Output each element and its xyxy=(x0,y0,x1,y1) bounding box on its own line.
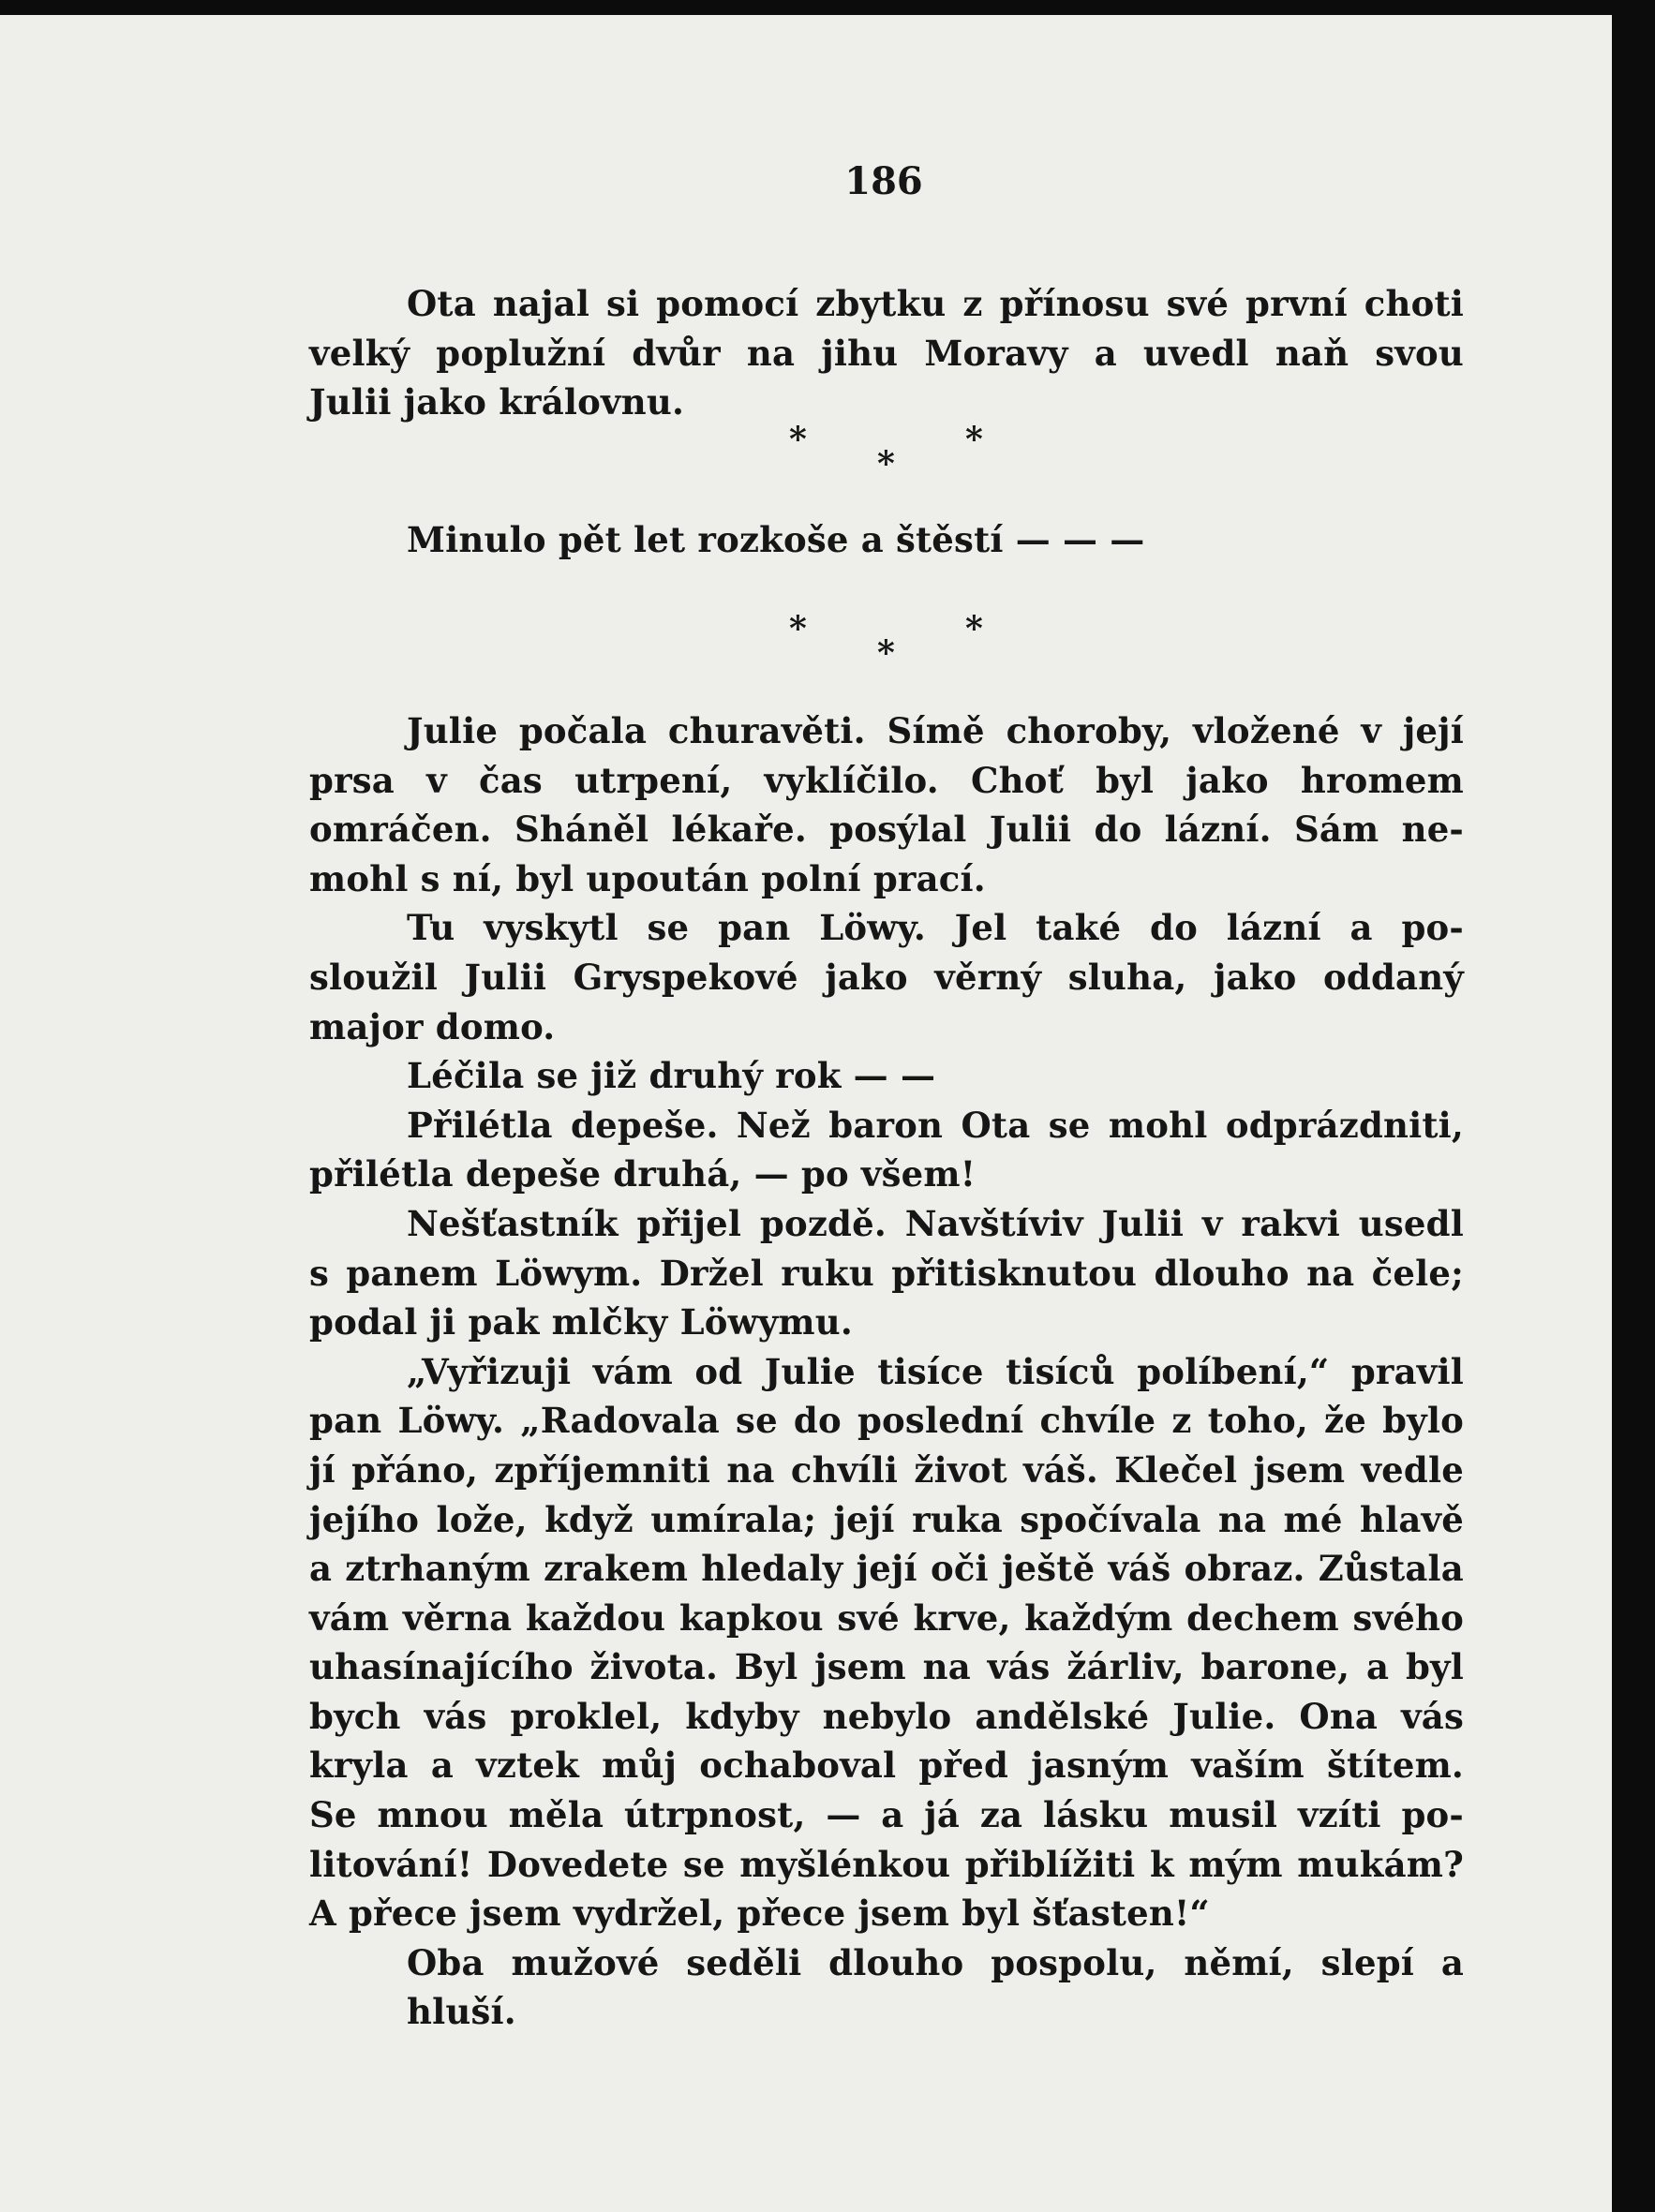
paragraph-2 xyxy=(309,903,1464,1051)
intro-paragraph xyxy=(309,279,1464,427)
paragraph-1 xyxy=(309,706,1464,903)
text-line: bych vás proklel, kdyby nebylo andělské Julie. Ona vás xyxy=(309,1695,1464,1737)
text-line: prsa v čas utrpení, vyklíčilo. Choť byl jako hromem xyxy=(309,759,1464,801)
text-line: uhasínajícího života. Byl jsem na vás žárliv, barone, a byl xyxy=(309,1646,1464,1688)
asterisk: * xyxy=(789,420,807,459)
section-separator-1 xyxy=(778,420,1003,495)
text-line: Nešťastník přijel pozdě. Navštíviv Julii v rakvi usedl xyxy=(407,1202,1464,1244)
text-line: Tu vyskytl se pan Löwy. Jel také do lázní a po- xyxy=(407,907,1464,949)
text-line: Léčila se již druhý rok — — xyxy=(407,1055,936,1097)
intro-line: Ota najal si pomocí zbytku z přínosu své první choti xyxy=(407,283,1464,324)
text-line: Oba mužové seděli dlouho pospolu, němí, slepí a hluší. xyxy=(407,1941,1464,2033)
text-line: jí přáno, zpříjemniti na chvíli život váš. Klečel jsem vedle xyxy=(309,1448,1464,1491)
text-line: jejího lože, když umírala; její ruka spočívala na mé hlavě xyxy=(309,1498,1464,1540)
text-line: mohl s ní, byl upoután polní prací. xyxy=(309,857,986,899)
section-separator-2 xyxy=(778,609,1003,684)
text-line: major domo. xyxy=(309,1005,556,1047)
main-text xyxy=(309,706,1464,2037)
text-line: podal ji pak mlčky Löwymu. xyxy=(309,1301,853,1344)
asterisk: * xyxy=(877,633,895,673)
text-line: a ztrhaným zrakem hledaly její oči ještě váš obraz. Zůstala xyxy=(309,1548,1464,1590)
paragraph-4 xyxy=(309,1101,1464,1199)
text-line: vám věrna každou kapkou své krve, každým dechem svého xyxy=(309,1596,1464,1639)
intro-line: velký poplužní dvůr na jihu Moravy a uvedl naň svou xyxy=(309,332,1464,374)
asterisk: * xyxy=(877,444,895,483)
intro-line: Julii jako královnu. xyxy=(309,381,685,423)
paragraph-5 xyxy=(309,1199,1464,1347)
text-line: sloužil Julii Gryspekové jako věrný sluha, jako oddaný xyxy=(309,956,1464,998)
text-line: „Vyřizuji vám od Julie tisíce tisíců políbení,“ pravil xyxy=(407,1350,1464,1392)
asterisk: * xyxy=(789,609,807,648)
text-line: Přilétla depeše. Než baron Ota se mohl odprázdniti, xyxy=(407,1104,1464,1146)
text-line: kryla a vztek můj ochaboval před jasným vaším štítem. xyxy=(309,1744,1464,1787)
interlude-text: Minulo pět let rozkoše a štěstí — — — xyxy=(407,519,1145,560)
paragraph-6 xyxy=(309,1347,1464,1938)
paragraph-3 xyxy=(309,1051,1464,1101)
text-line: s panem Löwym. Držel ruku přitisknutou dlouho na čele; xyxy=(309,1252,1464,1294)
asterisk: * xyxy=(965,609,983,648)
text-line: litování! Dovedete se myšlénkou přiblížiti k mým mukám? xyxy=(309,1843,1464,1885)
text-line: pan Löwy. „Radovala se do poslední chvíle z toho, že bylo xyxy=(309,1400,1464,1442)
page-number: 186 xyxy=(844,159,923,203)
text-line: Julie počala churavěti. Símě choroby, vložené v její xyxy=(407,710,1464,751)
text-line: omráčen. Sháněl lékaře. posýlal Julii do lázní. Sám ne- xyxy=(309,809,1464,851)
paragraph-7 xyxy=(309,1938,1464,2037)
asterisk: * xyxy=(965,420,983,459)
text-line: Se mnou měla útrpnost, — a já za lásku musil vzíti po- xyxy=(309,1794,1464,1836)
interlude-paragraph xyxy=(309,515,1464,565)
text-line: přilétla depeše druhá, — po všem! xyxy=(309,1153,977,1195)
intro-text xyxy=(309,279,1464,427)
text-line: A přece jsem vydržel, přece jsem byl šťasten!“ xyxy=(309,1893,1210,1935)
